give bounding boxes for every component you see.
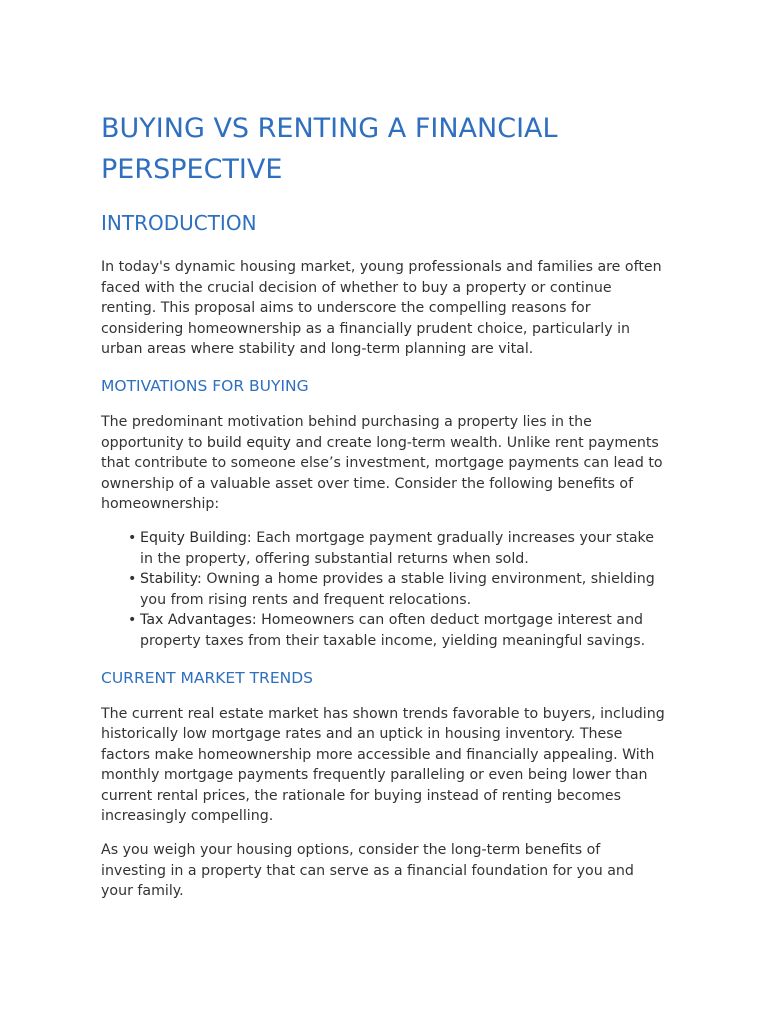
- market-trends-heading: CURRENT MARKET TRENDS: [101, 668, 313, 687]
- benefit-item: [128, 569, 669, 610]
- benefit-term: Tax Advantages:: [140, 612, 257, 629]
- closing-paragraph: As you weigh your housing options, consider the long-term benefits of investing in a property that can serve as a financial foundation for you and your family.: [101, 842, 634, 900]
- introduction-heading: INTRODUCTION: [101, 211, 257, 235]
- document-page: [101, 108, 669, 902]
- benefits-list: [101, 528, 669, 652]
- document-title: BUYING VS RENTING A FINANCIAL PERSPECTIVE: [101, 113, 558, 185]
- introduction-paragraph: In today's dynamic housing market, young professionals and families are often faced with the crucial decision of whether to buy a property or continue renting. This proposal aims to underscore the compelling reasons for considering homeownership as a financially prudent choice, particularly in urban areas where stability and long-term planning are vital.: [101, 259, 662, 358]
- benefit-text: Each mortgage payment gradually increases your stake in the property, offering substantial returns when sold.: [140, 529, 654, 567]
- benefit-text: Homeowners can often deduct mortgage interest and property taxes from their taxable income, yielding meaningful savings.: [140, 612, 646, 649]
- motivations-text-after: and create long-term wealth. Unlike rent payments that contribute to someone else’s investment, mortgage payments can lead to ownership of a valuable asset over time. Consider the following benefits of homeownership:: [101, 434, 663, 513]
- benefit-item: [128, 528, 669, 569]
- benefit-item: [128, 610, 669, 651]
- benefit-term: Stability:: [140, 571, 202, 588]
- market-trends-paragraph: The current real estate market has shown trends favorable to buyers, including historically low mortgage rates and an uptick in housing inventory. These factors make homeownership more accessible and financially appealing. With monthly mortgage payments frequently paralleling or even being lower than current rental prices, the rationale for buying instead of renting becomes increasingly compelling.: [101, 705, 665, 825]
- motivations-text-before: The predominant motivation behind purchasing a property lies in the opportunity to: [101, 413, 592, 451]
- bullet-icon: •: [128, 612, 137, 629]
- bullet-icon: •: [128, 571, 137, 588]
- build-equity-emphasis: build equity: [206, 434, 291, 451]
- benefit-text: Owning a home provides a stable living environment, shielding you from rising rents and frequent relocations.: [140, 571, 655, 608]
- motivations-paragraph: [101, 412, 669, 515]
- benefit-term: Equity Building:: [140, 529, 252, 546]
- motivations-heading: MOTIVATIONS FOR BUYING: [101, 376, 309, 395]
- bullet-icon: •: [128, 529, 137, 546]
